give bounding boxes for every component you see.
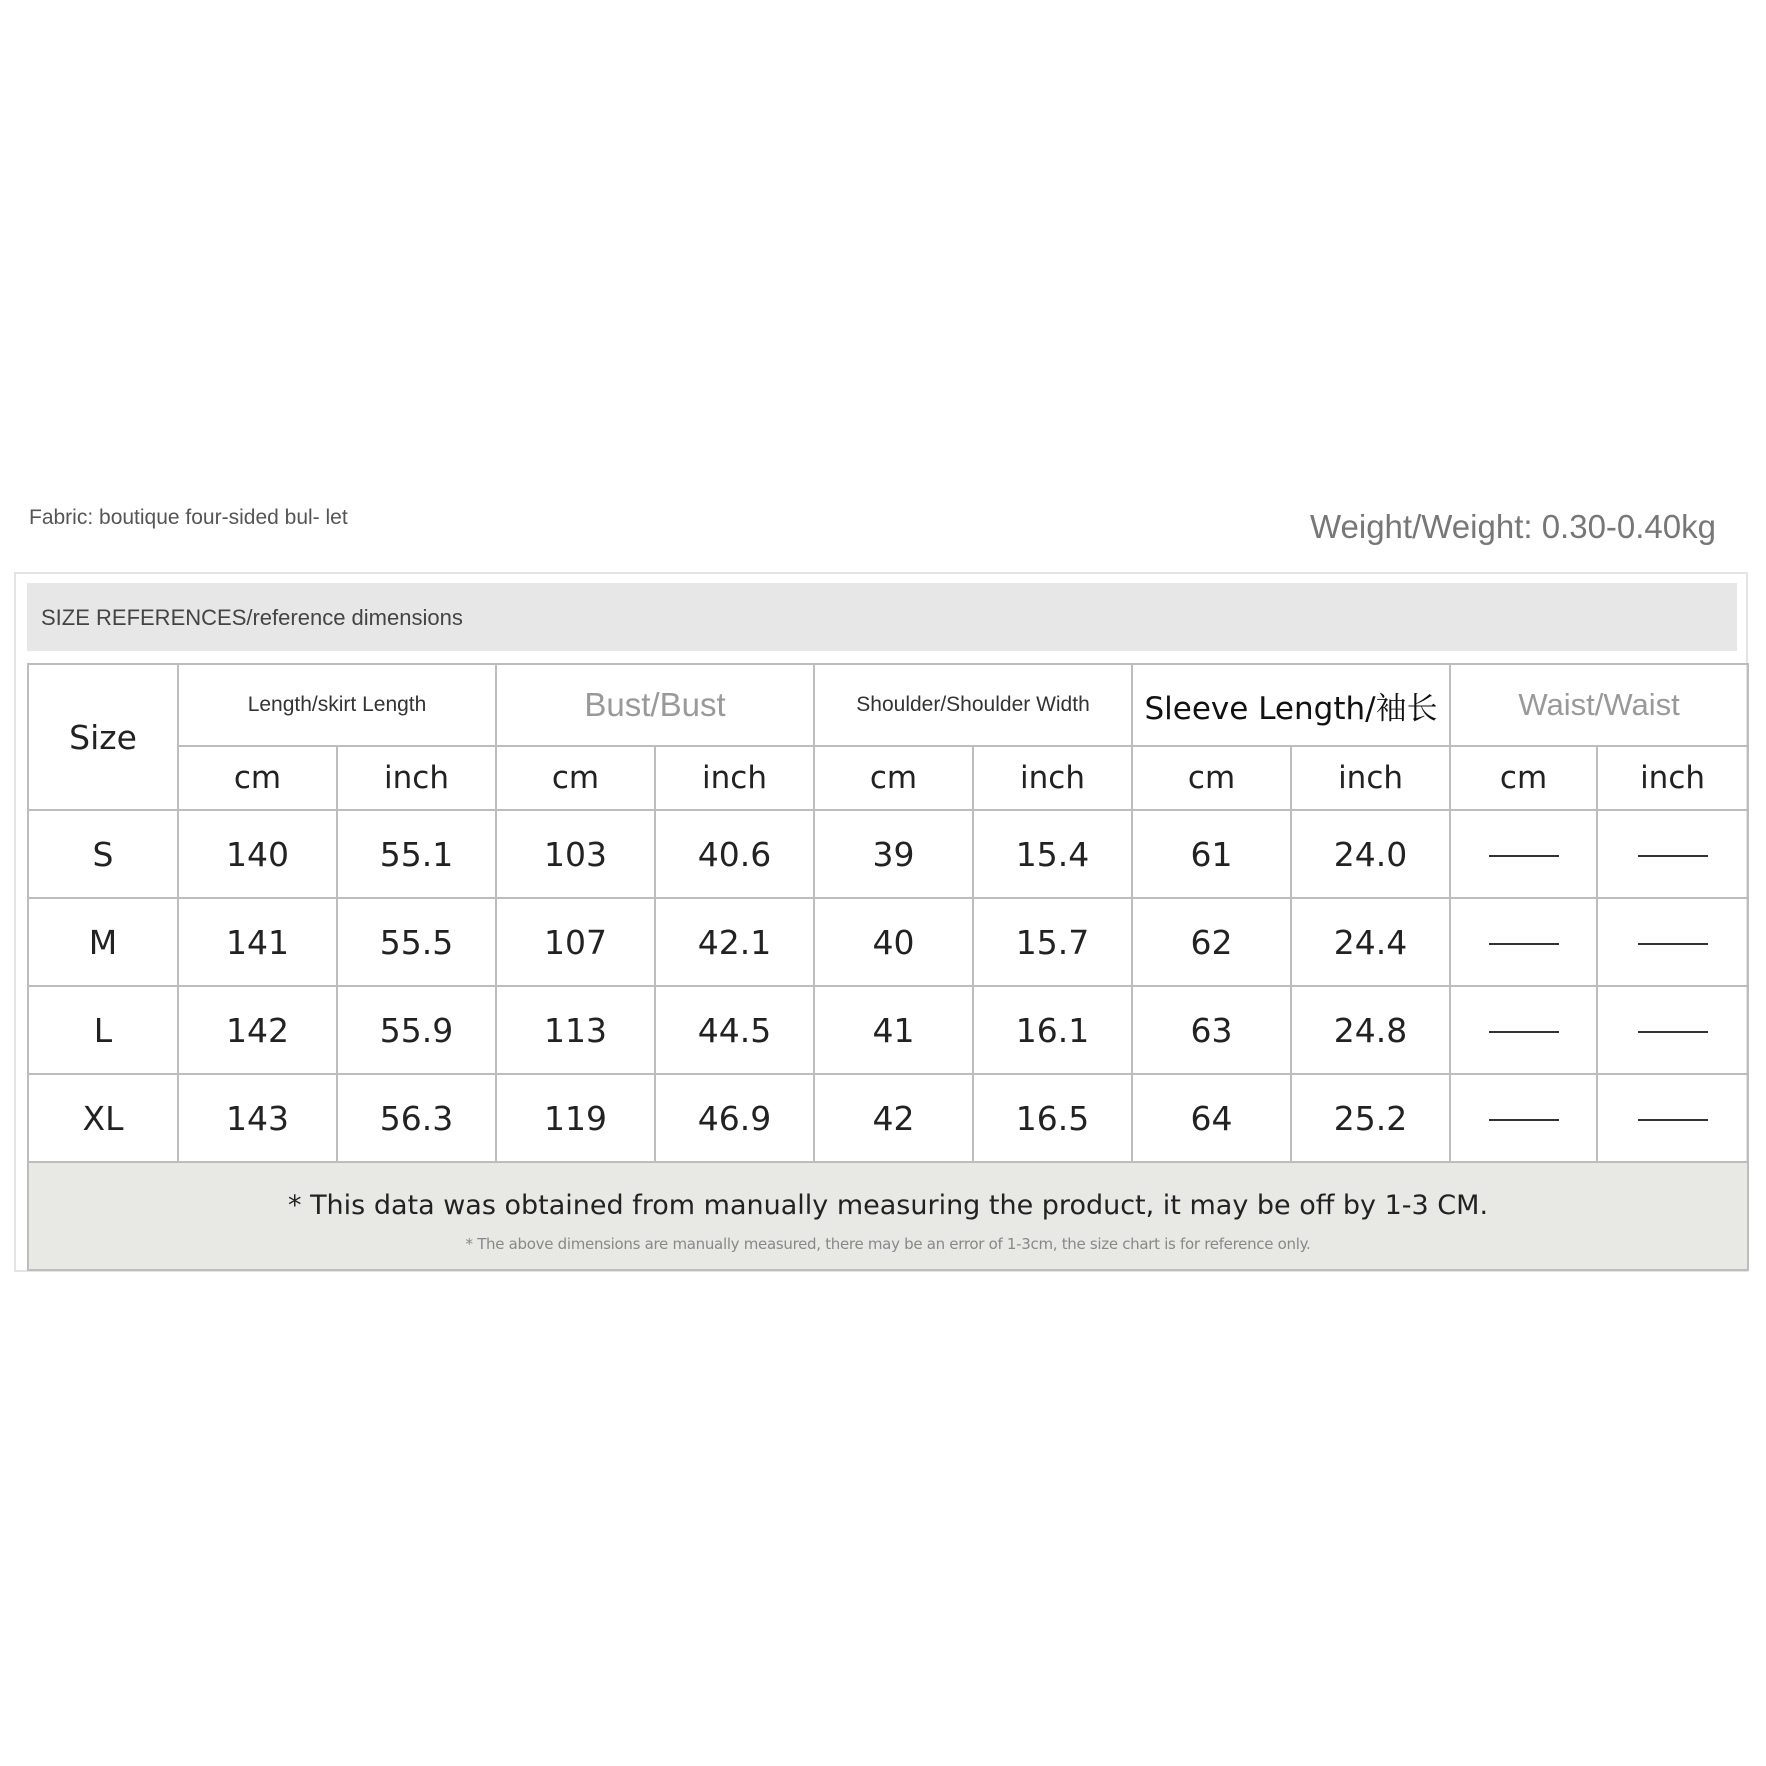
unit-header: cm	[1132, 746, 1291, 810]
empty-value-cell	[1597, 898, 1748, 986]
value-cell: 24.0	[1291, 810, 1450, 898]
value-cell: 107	[496, 898, 655, 986]
value-cell: 44.5	[655, 986, 814, 1074]
value-cell: 143	[178, 1074, 337, 1162]
measurement-subnote: * The above dimensions are manually measured, there may be an error of 1-3cm, the size chart is for reference only.	[465, 1234, 1311, 1253]
unit-header: inch	[655, 746, 814, 810]
size-cell: XL	[28, 1074, 178, 1162]
table-row	[28, 1074, 1748, 1162]
value-cell: 40	[814, 898, 973, 986]
value-cell: 61	[1132, 810, 1291, 898]
dash-line	[1489, 1031, 1559, 1033]
measurement-note-cell	[28, 1162, 1748, 1270]
value-cell: 141	[178, 898, 337, 986]
table-row	[28, 986, 1748, 1074]
unit-header: cm	[178, 746, 337, 810]
section-header-bar	[27, 583, 1737, 651]
value-cell: 55.1	[337, 810, 496, 898]
value-cell: 41	[814, 986, 973, 1074]
value-cell: 55.9	[337, 986, 496, 1074]
unit-header: inch	[973, 746, 1132, 810]
value-cell: 46.9	[655, 1074, 814, 1162]
weight-note: Weight/Weight: 0.30-0.40kg	[1309, 508, 1716, 545]
measurement-note: * This data was obtained from manually measuring the product, it may be off by 1-3 CM.	[287, 1189, 1489, 1221]
group-header-waist: Waist/Waist	[1450, 664, 1748, 746]
value-cell: 103	[496, 810, 655, 898]
size-table	[27, 663, 1749, 1271]
empty-value-cell	[1450, 1074, 1597, 1162]
unit-header: cm	[814, 746, 973, 810]
size-cell: M	[28, 898, 178, 986]
value-cell: 39	[814, 810, 973, 898]
group-header-length: Length/skirt Length	[178, 664, 496, 746]
value-cell: 56.3	[337, 1074, 496, 1162]
value-cell: 15.4	[973, 810, 1132, 898]
value-cell: 42.1	[655, 898, 814, 986]
fabric-note: Fabric: boutique four-sided bul- let	[29, 506, 348, 529]
value-cell: 42	[814, 1074, 973, 1162]
empty-value-cell	[1597, 810, 1748, 898]
section-title: SIZE REFERENCES/reference dimensions	[41, 605, 463, 630]
value-cell: 24.4	[1291, 898, 1450, 986]
size-cell: S	[28, 810, 178, 898]
empty-value-cell	[1597, 986, 1748, 1074]
value-cell: 25.2	[1291, 1074, 1450, 1162]
value-cell: 140	[178, 810, 337, 898]
unit-header: cm	[496, 746, 655, 810]
dash-line	[1489, 943, 1559, 945]
dash-line	[1489, 855, 1559, 857]
dash-line	[1638, 1119, 1708, 1121]
table-header-row	[28, 664, 1748, 746]
group-header-bust: Bust/Bust	[496, 664, 814, 746]
value-cell: 62	[1132, 898, 1291, 986]
size-column-header: Size	[28, 664, 178, 810]
value-cell: 24.8	[1291, 986, 1450, 1074]
dash-line	[1638, 943, 1708, 945]
dash-line	[1638, 855, 1708, 857]
value-cell: 63	[1132, 986, 1291, 1074]
dash-line	[1638, 1031, 1708, 1033]
unit-header: inch	[1291, 746, 1450, 810]
size-cell: L	[28, 986, 178, 1074]
value-cell: 142	[178, 986, 337, 1074]
empty-value-cell	[1450, 810, 1597, 898]
value-cell: 64	[1132, 1074, 1291, 1162]
group-header-shoulder: Shoulder/Shoulder Width	[814, 664, 1132, 746]
unit-header: cm	[1450, 746, 1597, 810]
measurement-note-row	[28, 1162, 1748, 1270]
unit-header: inch	[337, 746, 496, 810]
value-cell: 16.1	[973, 986, 1132, 1074]
value-cell: 55.5	[337, 898, 496, 986]
size-chart-panel	[14, 572, 1748, 1272]
value-cell: 113	[496, 986, 655, 1074]
dash-line	[1489, 1119, 1559, 1121]
group-header-sleeve: Sleeve Length/袖长	[1132, 664, 1450, 746]
empty-value-cell	[1450, 898, 1597, 986]
unit-header: inch	[1597, 746, 1748, 810]
empty-value-cell	[1597, 1074, 1748, 1162]
table-row	[28, 810, 1748, 898]
value-cell: 119	[496, 1074, 655, 1162]
empty-value-cell	[1450, 986, 1597, 1074]
table-row	[28, 898, 1748, 986]
value-cell: 40.6	[655, 810, 814, 898]
value-cell: 16.5	[973, 1074, 1132, 1162]
value-cell: 15.7	[973, 898, 1132, 986]
unit-header-row	[28, 746, 1748, 810]
